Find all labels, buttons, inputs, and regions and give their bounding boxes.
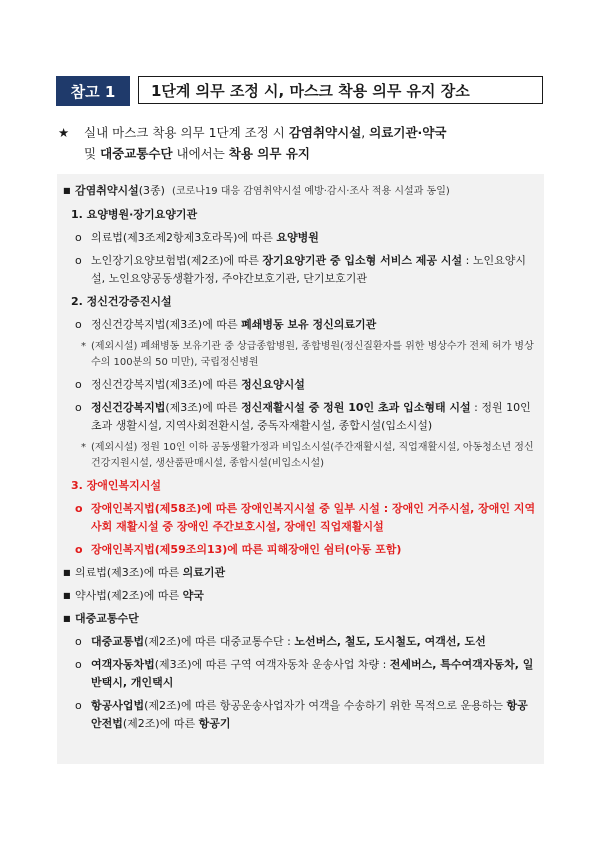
- circle-bullet-icon: ο: [75, 635, 82, 648]
- square-bullet-icon: ■: [63, 614, 71, 623]
- item-highlight: 정신건강복지법: [91, 401, 166, 414]
- subsection-title: 1. 요양병원·장기요양기관: [71, 208, 198, 221]
- asterisk-icon: *: [81, 341, 86, 352]
- item-highlight: 여객자동차법: [91, 658, 155, 671]
- square-bullet-icon: ■: [63, 186, 71, 195]
- list-item: [75, 633, 538, 651]
- intro-highlight: 대중교통수단: [100, 146, 173, 161]
- item-text: (제2조)에 따른 항공운송사업자가 여객을 수송하기 위한 목적으로 운용하는: [144, 699, 507, 712]
- section-count: (3종): [138, 184, 165, 197]
- circle-bullet-icon: ο: [75, 378, 82, 391]
- intro-highlight: 착용 의무 유지: [228, 146, 310, 161]
- subsection-title: 2. 정신건강증진시설: [71, 295, 172, 308]
- circle-bullet-icon: ο: [75, 401, 82, 414]
- list-item: [75, 316, 538, 334]
- item-text: (제2조)에 따른: [122, 717, 199, 730]
- list-item: [75, 252, 538, 288]
- item-highlight: 항공사업법: [91, 699, 145, 712]
- asterisk-icon: *: [81, 442, 86, 453]
- page-title: 1단계 의무 조정 시, 마스크 착용 의무 유지 장소: [138, 76, 543, 104]
- item-text: : 정원 10인 초과 생활시설, 지역사회전환시설, 중독자재활시설, 종합시설(입소시설): [91, 401, 531, 432]
- intro-text-part: 내에서는: [172, 146, 229, 161]
- item-highlight: 정신재활시설 중 정원 10인 초과 입소형태 시설: [241, 401, 471, 414]
- note-text: (제외시설) 정원 10인 이하 공동생활가정과 비입소시설(주간재활시설, 직업재활시설, 아동청소년 정신건강지원시설, 생산품판매시설, 종합시설(비입소시설): [91, 442, 534, 469]
- section-public-transport: [63, 610, 538, 628]
- item-text: 장애인복지법(제59조의13)에 따른 피해장애인 쉼터(아동 포함): [91, 543, 402, 556]
- item-highlight: 항공안전법: [91, 699, 528, 730]
- item-text: (제3조)에 따른 구역 여객자동차 운송사업 차량 :: [154, 658, 390, 671]
- intro: [56, 122, 566, 164]
- item-highlight: 장기요양기관 중 입소형 서비스 제공 시설: [262, 254, 463, 267]
- item-text: 정신건강복지법(제3조)에 따른: [91, 318, 242, 331]
- list-item: [75, 376, 538, 394]
- item-text: 장애인복지법(제58조)에 따른 장애인복지시설 중 일부 시설 : 장애인 거주시설, 장애인 지역사회 재활시설 중 장애인 주간보호시설, 장애인 직업재활시설: [91, 502, 536, 533]
- section-title: 감염취약시설: [75, 184, 139, 197]
- star-icon: ★: [58, 125, 70, 140]
- item-text: (제3조)에 따른: [165, 401, 242, 414]
- item-text: (제2조)에 따른 대중교통수단 :: [144, 635, 295, 648]
- item-text: : 노인요양시설, 노인요양공동생활가정, 주야간보호기관, 단기보호기관: [91, 254, 526, 285]
- item-highlight: 대중교통법: [91, 635, 145, 648]
- square-bullet-icon: ■: [63, 568, 71, 577]
- circle-bullet-icon: ο: [75, 543, 83, 556]
- square-bullet-icon: ■: [63, 591, 71, 600]
- list-item: [75, 229, 538, 247]
- item-highlight: 약국: [182, 589, 204, 602]
- item-text: 의료법(제3조제2항제3호라목)에 따른: [91, 231, 277, 244]
- intro-highlight: 감염취약시설: [288, 125, 362, 140]
- circle-bullet-icon: ο: [75, 254, 82, 267]
- section-vulnerable-facilities: [63, 182, 538, 201]
- exclusion-note: [81, 339, 538, 371]
- list-item: [75, 500, 538, 536]
- intro-text-part: ,: [361, 125, 370, 140]
- item-highlight: 요양병원: [276, 231, 319, 244]
- intro-text-part: 및: [84, 146, 101, 161]
- circle-bullet-icon: ο: [75, 658, 82, 671]
- list-item: [75, 541, 538, 559]
- list-item: [75, 697, 538, 733]
- header: [56, 76, 543, 106]
- circle-bullet-icon: ο: [75, 699, 82, 712]
- item-text: 의료법(제3조)에 따른: [75, 566, 183, 579]
- reference-tag: 참고 1: [56, 76, 130, 106]
- intro-text-part: 실내 마스크 착용 의무 1단계 조정 시: [84, 125, 289, 140]
- item-highlight: 정신요양시설: [241, 378, 305, 391]
- exclusion-note: [81, 440, 538, 472]
- item-text: 정신건강복지법(제3조)에 따른: [91, 378, 242, 391]
- list-item: [75, 656, 538, 692]
- circle-bullet-icon: ο: [75, 502, 83, 515]
- content-box: [57, 174, 544, 764]
- intro-highlight: 의료기관·약국: [369, 125, 447, 140]
- circle-bullet-icon: ο: [75, 231, 82, 244]
- item-highlight: 전세버스, 특수여객자동차, 일반택시, 개인택시: [91, 658, 534, 689]
- item-highlight: 노선버스, 철도, 도시철도, 여객선, 도선: [294, 635, 486, 648]
- item-highlight: 폐쇄병동 보유 정신의료기관: [241, 318, 377, 331]
- list-item: [75, 399, 538, 435]
- section-title: 대중교통수단: [75, 612, 139, 625]
- subsection-title: 3. 장애인복지시설: [71, 479, 162, 492]
- item-text: 노인장기요양보험법(제2조)에 따른: [91, 254, 263, 267]
- section-pharmacies: [63, 587, 538, 605]
- section-note: (코로나19 대응 감염취약시설 예방·감시·조사 적용 시설과 동일): [171, 186, 450, 197]
- note-text: (제외시설) 폐쇄병동 보유기관 중 상급종합병원, 종합병원(정신질환자를 위한 병상수가 전체 허가 병상 수의 100분의 50 미만), 국립정신병원: [91, 341, 534, 368]
- item-text: 약사법(제2조)에 따른: [75, 589, 183, 602]
- item-highlight: 항공기: [198, 717, 231, 730]
- circle-bullet-icon: ο: [75, 318, 82, 331]
- section-medical-institutions: [63, 564, 538, 582]
- item-highlight: 의료기관: [182, 566, 226, 579]
- intro-text: [84, 122, 566, 164]
